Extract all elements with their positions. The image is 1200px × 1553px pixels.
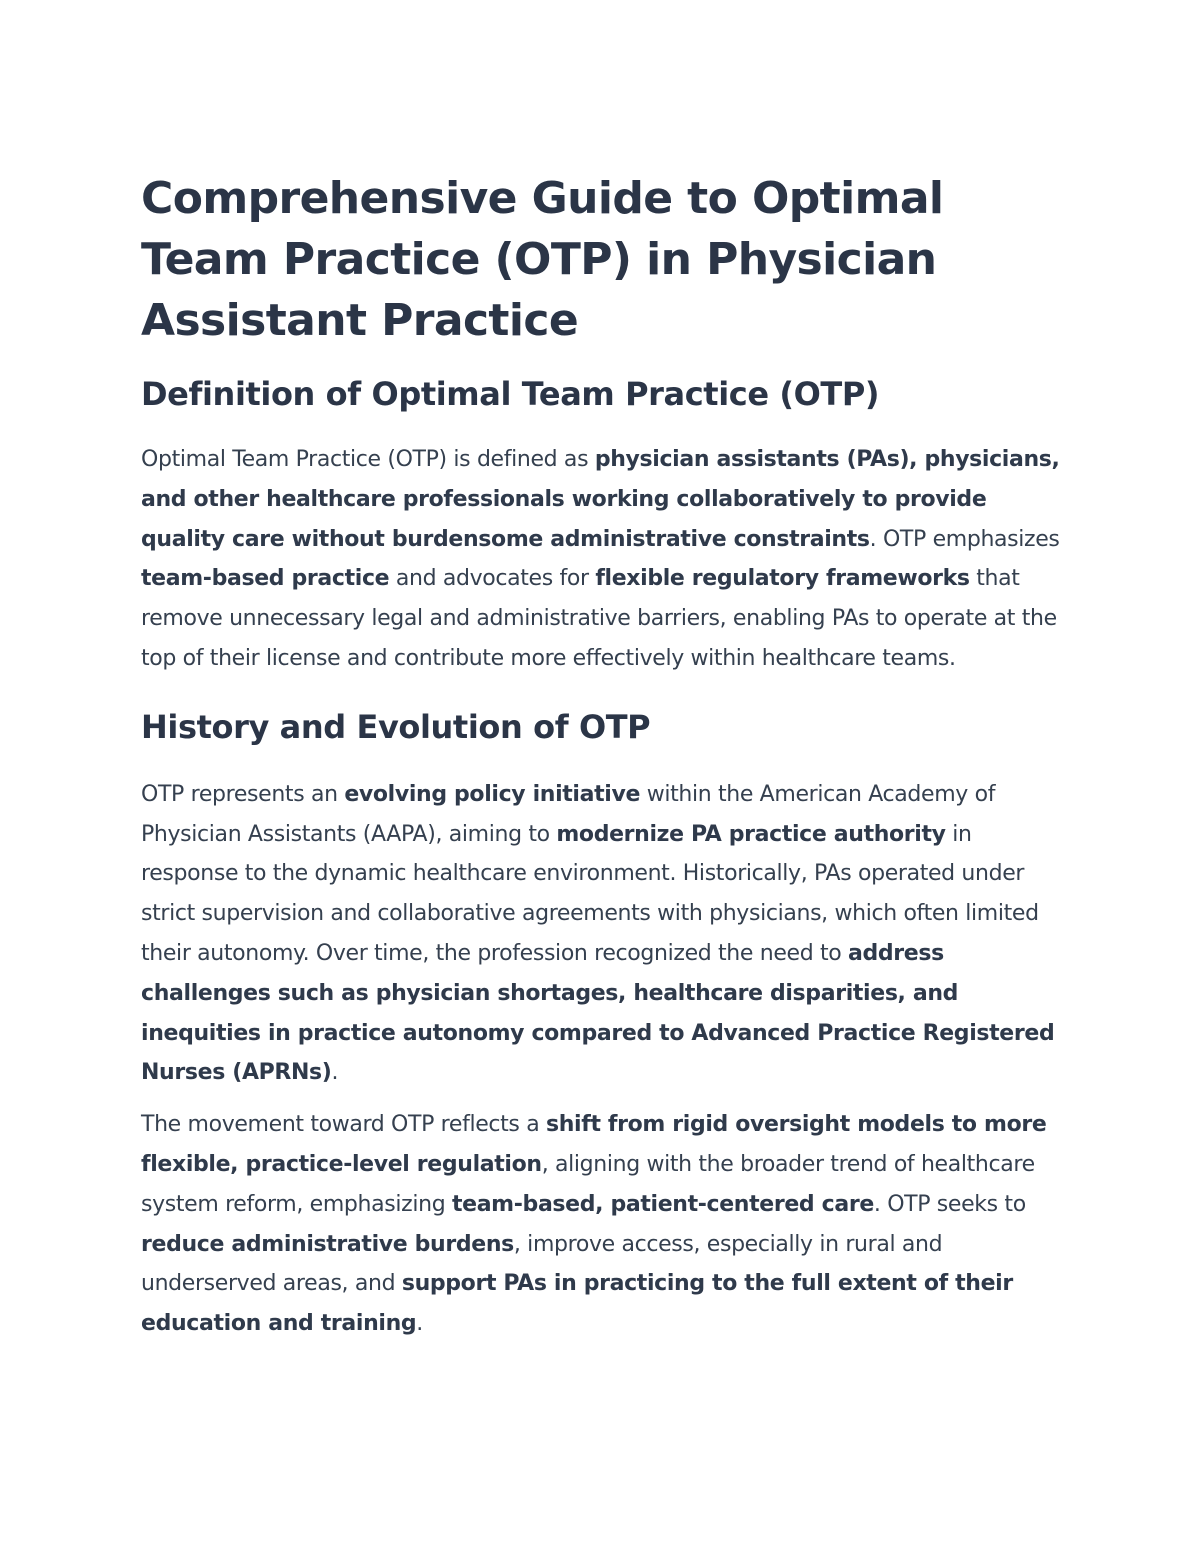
section-heading-history: History and Evolution of OTP xyxy=(141,707,651,746)
history-paragraph-2: The movement toward OTP reflects a shift from rigid oversight models to more flexible, practice-level regulation, aligning with the broader trend of healthcare system reform, emphasizing team-based, patient-centered care. OTP seeks to reduce administrative burdens, improve access, especially in rural and underserved areas, and support PAs in practicing to the full extent of their education and training. xyxy=(141,1112,1047,1337)
document-page xyxy=(141,168,1066,1344)
history-paragraph-1: OTP represents an evolving policy initiative within the American Academy of Physician Assistants (AAPA), aiming to modernize PA practice authority in response to the dynamic healthcare environment. Historically, PAs operated under strict supervision and collaborative agreements with physicians, which often limited their autonomy. Over time, the profession recognized the need to address challenges such as physician shortages, healthcare disparities, and inequities in practice autonomy compared to Advanced Practice Registered Nurses (APRNs). xyxy=(141,781,1055,1086)
document-title: Comprehensive Guide to Optimal Team Practice (OTP) in Physician Assistant Practice xyxy=(141,173,944,346)
definition-paragraph: Optimal Team Practice (OTP) is defined as physician assistants (PAs), physicians, and other healthcare professionals working collaboratively to provide quality care without burdensome administrative constraints. OTP emphasizes team-based practice and advocates for flexible regulatory frameworks that remove unnecessary legal and administrative barriers, enabling PAs to operate at the top of their license and contribute more effectively within healthcare teams. xyxy=(141,447,1060,671)
section-heading-definition: Definition of Optimal Team Practice (OTP) xyxy=(141,375,880,413)
